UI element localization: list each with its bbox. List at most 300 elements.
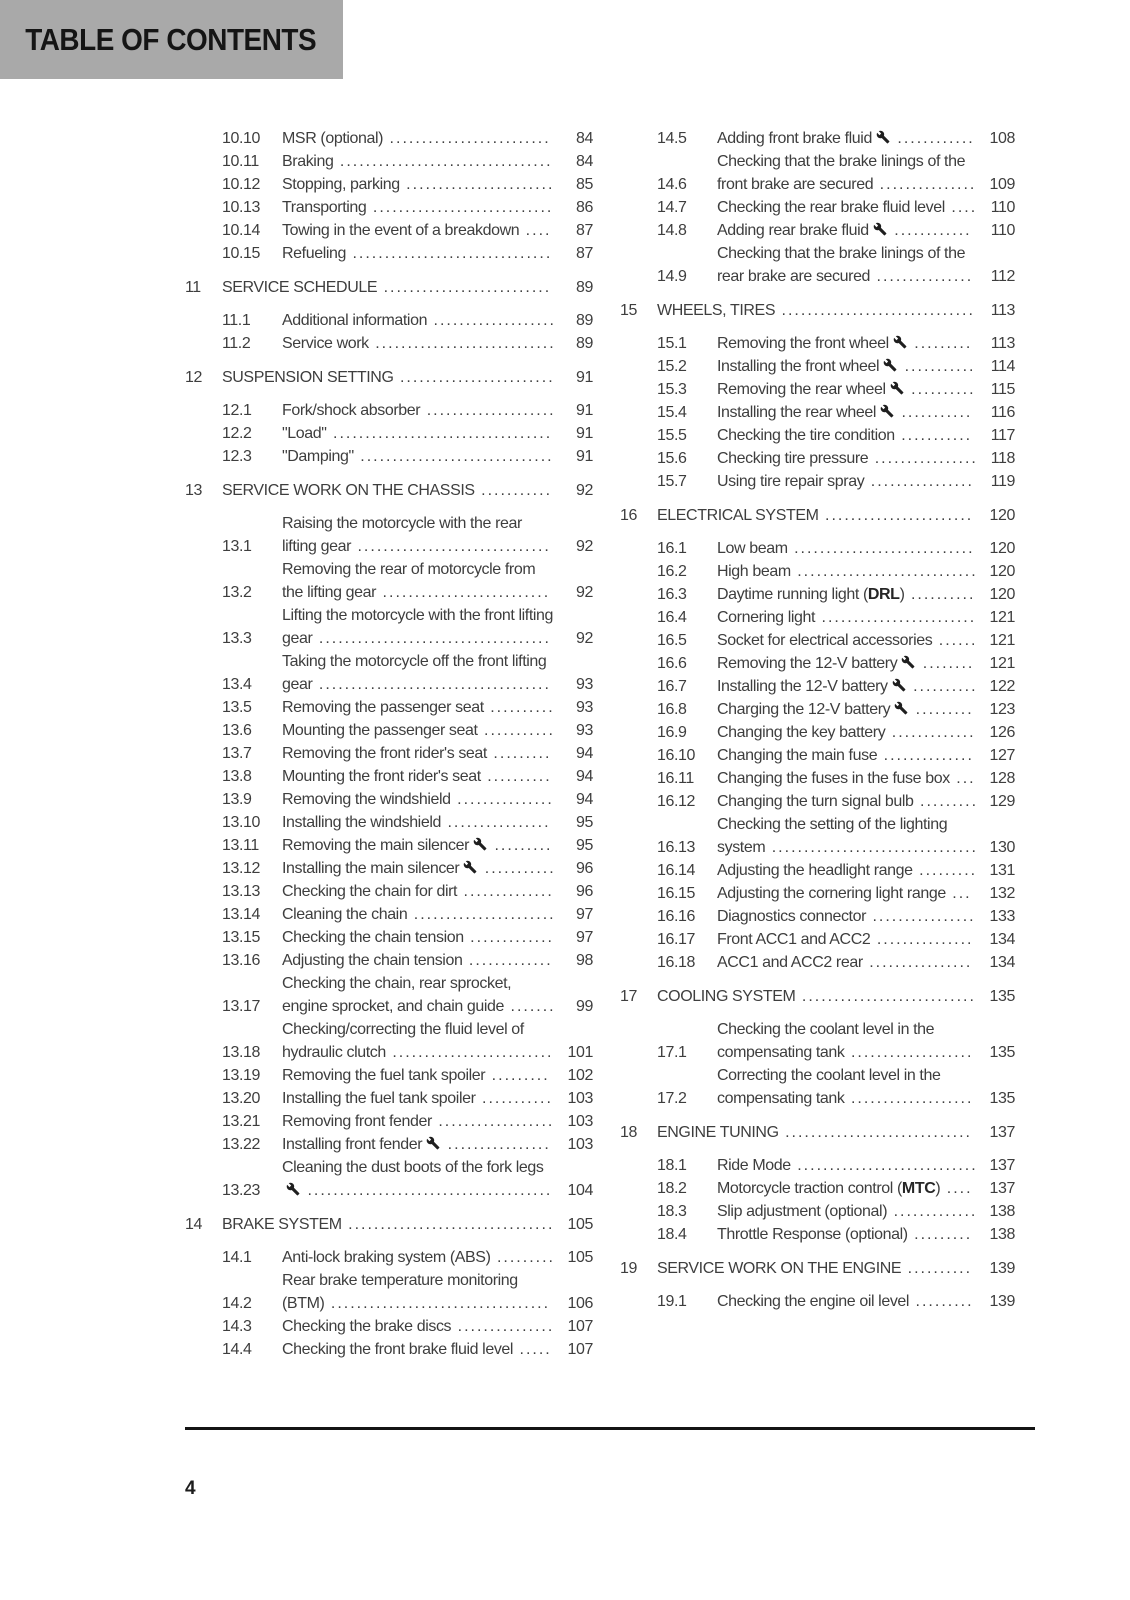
toc-entry-title: Mounting the front rider's seat .......... xyxy=(282,768,552,785)
toc-section-entry xyxy=(185,1133,593,1156)
toc-entry-page: 84 xyxy=(576,153,593,170)
dot-leader: .............................. xyxy=(351,538,551,555)
toc-entry-title: Removing the front wheel ......... xyxy=(717,335,973,352)
wrench-icon xyxy=(880,404,894,418)
wrench-icon xyxy=(901,655,915,669)
wrench-icon xyxy=(883,358,897,372)
dot-leader: ......................... xyxy=(383,130,551,147)
toc-entry-title: Checking tire pressure ................ xyxy=(717,450,978,467)
toc-section-entry xyxy=(620,470,1015,493)
toc-entry-page: 118 xyxy=(990,450,1015,467)
dot-leader: ........... xyxy=(477,722,555,739)
toc-entry-page: 95 xyxy=(576,837,593,854)
toc-section-entry xyxy=(620,537,1015,560)
toc-entry-number: 13.22 xyxy=(222,1136,261,1153)
toc-entry-title: Motorcycle traction control (MTC) .... xyxy=(717,1180,973,1197)
toc-entry-title: WHEELS, TIRES .............................. xyxy=(657,302,975,319)
toc-entry-title: Additional information ................... xyxy=(282,312,556,329)
toc-entry-number: 17.2 xyxy=(657,1090,687,1107)
toc-section-entry xyxy=(620,1223,1015,1246)
dot-leader: ............................ xyxy=(787,540,975,557)
toc-entry-page: 103 xyxy=(567,1090,593,1107)
toc-entry-page: 135 xyxy=(989,1090,1015,1107)
dot-leader: ........... xyxy=(474,482,553,499)
toc-entry-number: 13.13 xyxy=(222,883,261,900)
toc-entry-page: 139 xyxy=(989,1260,1015,1277)
toc-entry-title: Installing front fender ................ xyxy=(282,1136,551,1153)
toc-section-entry xyxy=(185,880,593,903)
toc-entry-page: 133 xyxy=(989,908,1015,925)
dot-leader: .............................. xyxy=(775,302,975,319)
toc-section-entry xyxy=(620,583,1015,606)
toc-entry-number: 13.17 xyxy=(222,998,261,1015)
dot-leader: ..... xyxy=(513,1341,552,1358)
toc-entry-number: 15.7 xyxy=(657,473,687,490)
toc-entry-number: 11 xyxy=(185,279,201,296)
toc-entry-title: Checking/correcting the fluid level of hydraulic clutch ......................... xyxy=(282,1021,554,1061)
toc-entry-number: 17 xyxy=(620,988,637,1005)
toc-section-entry xyxy=(185,219,593,242)
toc-entry-title: Installing the main silencer ........... xyxy=(282,860,556,877)
toc-entry-page: 91 xyxy=(576,402,593,419)
dot-leader: .......... xyxy=(904,381,976,398)
toc-entry-page: 139 xyxy=(989,1293,1015,1310)
dot-leader: ............... xyxy=(450,791,554,808)
dot-leader: .............. xyxy=(457,883,554,900)
toc-entry-number: 12.2 xyxy=(222,425,252,442)
dot-leader: ............. xyxy=(462,952,553,969)
toc-entry-title: Adjusting the cornering light range ... xyxy=(717,885,972,902)
toc-entry-page: 94 xyxy=(576,768,593,785)
toc-entry-page: 129 xyxy=(989,793,1015,810)
dot-leader: ................ xyxy=(441,1136,551,1153)
wrench-icon xyxy=(892,678,906,692)
dot-leader: .......... xyxy=(906,678,978,695)
toc-section-entry xyxy=(620,721,1015,744)
toc-section-entry xyxy=(620,905,1015,928)
toc-entry-page: 130 xyxy=(989,839,1015,856)
dot-leader: ......................... xyxy=(385,1044,554,1061)
toc-entry-number: 16.5 xyxy=(657,632,687,649)
toc-entry-title: Using tire repair spray ................ xyxy=(717,473,974,490)
wrench-icon xyxy=(286,1182,300,1196)
toc-entry-page: 113 xyxy=(990,302,1015,319)
toc-section-entry xyxy=(185,1110,593,1133)
dot-leader: ........... xyxy=(475,1090,553,1107)
toc-section-entry xyxy=(185,1315,593,1338)
dot-leader: ................ xyxy=(866,908,976,925)
toc-entry-title: Cornering light ........................ xyxy=(717,609,977,626)
toc-entry-number: 15.5 xyxy=(657,427,687,444)
toc-entry-number: 13.4 xyxy=(222,676,252,693)
dot-leader: .................................... xyxy=(312,630,551,647)
toc-entry-number: 13 xyxy=(185,482,202,499)
dot-leader: ............................ xyxy=(790,563,978,580)
toc-entry-number: 16.11 xyxy=(657,770,694,787)
toc-chapter-entry xyxy=(185,479,593,502)
toc-entry-page: 93 xyxy=(576,699,593,716)
toc-entry-page: 98 xyxy=(576,952,593,969)
toc-entry-title: Front ACC1 and ACC2 ............... xyxy=(717,931,974,948)
toc-entry-number: 13.8 xyxy=(222,768,252,785)
toc-entry-title: Adjusting the headlight range ......... xyxy=(717,862,978,879)
toc-section-entry xyxy=(620,606,1015,629)
toc-entry-title: Checking the engine oil level ......... xyxy=(717,1293,974,1310)
dot-leader: ............... xyxy=(870,931,974,948)
toc-section-entry xyxy=(620,790,1015,813)
toc-chapter-entry xyxy=(620,299,1015,322)
toc-entry-page: 138 xyxy=(989,1203,1015,1220)
toc-entry-title-bold: DRL xyxy=(867,586,900,603)
toc-entry-title: MSR (optional) ......................... xyxy=(282,130,551,147)
toc-entry-page: 137 xyxy=(989,1157,1015,1174)
toc-entry-title: Fork/shock absorber .................... xyxy=(282,402,556,419)
toc-entry-page: 113 xyxy=(990,335,1015,352)
toc-entry-page: 120 xyxy=(989,507,1015,524)
toc-entry-page: 92 xyxy=(576,538,593,555)
toc-section-entry xyxy=(620,882,1015,905)
dot-leader: ............... xyxy=(451,1318,555,1335)
toc-entry-page: 92 xyxy=(576,482,593,499)
toc-entry-number: 13.15 xyxy=(222,929,261,946)
toc-entry-title: Installing the rear wheel ........... xyxy=(717,404,973,421)
toc-entry-page: 110 xyxy=(990,199,1015,216)
toc-entry-number: 13.19 xyxy=(222,1067,261,1084)
toc-entry-title: SERVICE WORK ON THE ENGINE .......... xyxy=(657,1260,973,1277)
toc-entry-page: 87 xyxy=(576,245,593,262)
toc-entry-number: 19 xyxy=(620,1260,637,1277)
dot-leader: ...... xyxy=(932,632,978,649)
toc-entry-title: Ride Mode ............................ xyxy=(717,1157,978,1174)
toc-entry-title: Charging the 12-V battery ......... xyxy=(717,701,974,718)
toc-entry-title: Cleaning the chain ...................... xyxy=(282,906,556,923)
toc-entry-title: Socket for electrical accessories ...... xyxy=(717,632,978,649)
toc-entry-number: 13.23 xyxy=(222,1182,261,1199)
dot-leader: ....................... xyxy=(399,176,555,193)
toc-chapter-entry xyxy=(620,504,1015,527)
toc-entry-title: Checking the front brake fluid level ..... xyxy=(282,1341,552,1358)
toc-entry-number: 15 xyxy=(620,302,637,319)
wrench-icon xyxy=(893,335,907,349)
dot-leader: .............. xyxy=(877,747,974,764)
toc-section-entry xyxy=(185,1018,593,1064)
toc-section-entry xyxy=(620,629,1015,652)
toc-entry-number: 13.7 xyxy=(222,745,252,762)
toc-entry-title: "Damping" .............................. xyxy=(282,448,554,465)
toc-section-entry xyxy=(185,926,593,949)
toc-entry-number: 16.6 xyxy=(657,655,687,672)
toc-section-entry xyxy=(185,150,593,173)
toc-entry-page: 135 xyxy=(989,988,1015,1005)
dot-leader: ............................ xyxy=(790,1157,978,1174)
toc-entry-number: 14.9 xyxy=(657,268,687,285)
toc-entry-number: 18.4 xyxy=(657,1226,687,1243)
toc-entry-title: Service work ............................ xyxy=(282,335,556,352)
toc-section-entry xyxy=(185,788,593,811)
toc-entry-title: Taking the motorcycle off the front lifting gear .................................... xyxy=(282,653,551,693)
dot-leader: ........................... xyxy=(795,988,976,1005)
toc-entry-number: 16.2 xyxy=(657,563,687,580)
toc-entry-number: 18 xyxy=(620,1124,637,1141)
toc-entry-title: Checking the chain tension ............. xyxy=(282,929,554,946)
toc-entry-number: 12 xyxy=(185,369,202,386)
dot-leader: ......... xyxy=(907,335,973,352)
dot-leader: ................... xyxy=(427,312,556,329)
toc-entry-page: 110 xyxy=(990,222,1015,239)
toc-entry-title: Lifting the motorcycle with the front lifting gear .................................... xyxy=(282,607,554,647)
dot-leader: ................ xyxy=(441,814,551,831)
toc-entry-page: 127 xyxy=(989,747,1015,764)
toc-section-entry xyxy=(620,219,1015,242)
toc-entry-number: 18.2 xyxy=(657,1180,687,1197)
toc-section-entry xyxy=(620,951,1015,974)
toc-entry-page: 91 xyxy=(576,448,593,465)
toc-entry-number: 16.12 xyxy=(657,793,696,810)
toc-entry-page: 89 xyxy=(576,312,593,329)
toc-entry-title: Changing the fuses in the fuse box ... xyxy=(717,770,976,787)
dot-leader: ............................ xyxy=(368,335,556,352)
toc-entry-page: 137 xyxy=(989,1180,1015,1197)
toc-entry-number: 13.6 xyxy=(222,722,252,739)
dot-leader: ......... xyxy=(490,1249,555,1266)
dot-leader: ................................ xyxy=(765,839,978,856)
toc-entry-page: 137 xyxy=(989,1124,1015,1141)
toc-entry-title: Cleaning the dust boots of the fork legs ...................................... xyxy=(282,1159,553,1199)
toc-entry-title: Checking the chain, rear sprocket, engine sprocket, and chain guide ....... xyxy=(282,975,556,1015)
toc-entry-title-bold: MTC xyxy=(901,1180,936,1197)
page-title: TABLE OF CONTENTS xyxy=(25,21,317,57)
toc-section-entry xyxy=(185,196,593,219)
toc-entry-title: BRAKE SYSTEM ................................ xyxy=(222,1216,555,1233)
toc-entry-page: 97 xyxy=(576,906,593,923)
toc-entry-title: Anti-lock braking system (ABS) ......... xyxy=(282,1249,555,1266)
page-number: 4 xyxy=(185,1478,196,1499)
toc-entry-number: 10.10 xyxy=(222,130,261,147)
toc-entry-number: 14.4 xyxy=(222,1341,252,1358)
toc-entry-title: Installing the windshield ................ xyxy=(282,814,551,831)
toc-entry-number: 13.3 xyxy=(222,630,252,647)
dot-leader: ... xyxy=(945,885,972,902)
dot-leader: ......... xyxy=(912,862,978,879)
toc-entry-page: 106 xyxy=(567,1295,593,1312)
toc-section-entry xyxy=(185,742,593,765)
toc-section-entry xyxy=(185,558,593,604)
dot-leader: ......... xyxy=(486,745,552,762)
toc-entry-page: 94 xyxy=(576,745,593,762)
toc-entry-number: 15.4 xyxy=(657,404,687,421)
toc-entry-number: 16.10 xyxy=(657,747,696,764)
toc-entry-page: 117 xyxy=(990,427,1015,444)
toc-entry-number: 10.15 xyxy=(222,245,261,262)
toc-entry-title: Checking the rear brake fluid level .... xyxy=(717,199,978,216)
toc-entry-number: 16.13 xyxy=(657,839,696,856)
dot-leader: ................................. xyxy=(333,153,553,170)
toc-entry-page: 109 xyxy=(989,176,1015,193)
toc-section-entry xyxy=(185,765,593,788)
toc-entry-number: 15.3 xyxy=(657,381,687,398)
dot-leader: .................. xyxy=(431,1113,555,1130)
toc-entry-page: 134 xyxy=(989,954,1015,971)
toc-section-entry xyxy=(185,604,593,650)
toc-entry-title: Correcting the coolant level in the compensating tank ................... xyxy=(717,1067,974,1107)
toc-entry-number: 13.5 xyxy=(222,699,252,716)
toc-entry-page: 93 xyxy=(576,722,593,739)
toc-column-left xyxy=(185,127,593,1361)
toc-entry-page: 87 xyxy=(576,222,593,239)
toc-entry-number: 13.12 xyxy=(222,860,261,877)
toc-entry-title: Removing the rear of motorcycle from the lifting gear .......................... xyxy=(282,561,551,601)
toc-entry-title: Throttle Response (optional) ......... xyxy=(717,1226,973,1243)
toc-entry-number: 13.9 xyxy=(222,791,252,808)
toc-section-entry xyxy=(185,972,593,1018)
toc-entry-title: Removing the 12-V battery ........ xyxy=(717,655,975,672)
toc-entry-number: 14.8 xyxy=(657,222,687,239)
toc-chapter-entry xyxy=(185,366,593,389)
toc-entry-number: 16.17 xyxy=(657,931,696,948)
toc-entry-page: 86 xyxy=(576,199,593,216)
toc-entry-title: Refueling ............................... xyxy=(282,245,553,262)
dot-leader: ........ xyxy=(916,655,975,672)
toc-entry-title: Mounting the passenger seat ........... xyxy=(282,722,555,739)
toc-entry-page: 107 xyxy=(567,1318,593,1335)
toc-entry-number: 13.1 xyxy=(222,538,252,555)
toc-entry-number: 13.2 xyxy=(222,584,252,601)
toc-entry-page: 128 xyxy=(989,770,1015,787)
dot-leader: ......... xyxy=(485,1067,550,1084)
toc-section-entry xyxy=(185,309,593,332)
toc-entry-page: 121 xyxy=(989,655,1015,672)
toc-entry-title: Low beam ............................ xyxy=(717,540,975,557)
dot-leader: ............................ xyxy=(366,199,554,216)
toc-entry-page: 131 xyxy=(989,862,1015,879)
toc-section-entry xyxy=(620,1064,1015,1110)
dot-leader: ....................... xyxy=(818,507,974,524)
toc-entry-title: Checking the tire condition ........... xyxy=(717,427,973,444)
toc-entry-title: Checking the chain for dirt .............. xyxy=(282,883,554,900)
toc-entry-number: 14.2 xyxy=(222,1295,252,1312)
dot-leader: ................ xyxy=(864,473,974,490)
toc-entry-number: 18.3 xyxy=(657,1203,687,1220)
toc-entry-number: 10.13 xyxy=(222,199,261,216)
dot-leader: ............ xyxy=(887,222,972,239)
toc-entry-page: 120 xyxy=(989,563,1015,580)
toc-section-entry xyxy=(620,332,1015,355)
dot-leader: ............................... xyxy=(346,245,553,262)
toc-section-entry xyxy=(620,1290,1015,1313)
toc-entry-number: 16.3 xyxy=(657,586,687,603)
toc-section-entry xyxy=(185,811,593,834)
toc-entry-page: 102 xyxy=(567,1067,593,1084)
toc-entry-page: 120 xyxy=(989,540,1015,557)
toc-entry-title: Adding rear brake fluid ............ xyxy=(717,222,972,239)
toc-section-entry xyxy=(185,332,593,355)
toc-entry-number: 15.1 xyxy=(657,335,687,352)
toc-section-entry xyxy=(620,447,1015,470)
wrench-icon xyxy=(894,701,908,715)
dot-leader: ...................................... xyxy=(301,1182,553,1199)
toc-entry-number: 10.12 xyxy=(222,176,261,193)
toc-entry-page: 121 xyxy=(989,609,1015,626)
dot-leader: ............. xyxy=(463,929,554,946)
wrench-icon xyxy=(463,860,477,874)
toc-entry-title: ELECTRICAL SYSTEM ....................... xyxy=(657,507,974,524)
toc-entry-page: 89 xyxy=(576,279,593,296)
toc-section-entry xyxy=(620,859,1015,882)
toc-section-entry xyxy=(185,834,593,857)
toc-entry-title: Changing the turn signal bulb ......... xyxy=(717,793,979,810)
toc-entry-title: Raising the motorcycle with the rear lifting gear .............................. xyxy=(282,515,551,555)
toc-entry-title: Adjusting the chain tension ............. xyxy=(282,952,553,969)
dot-leader: .... xyxy=(940,1180,973,1197)
toc-entry-title: Rear brake temperature monitoring (BTM) .................................. xyxy=(282,1272,551,1312)
toc-entry-title: Removing the passenger seat .......... xyxy=(282,699,555,716)
toc-entry-title: SERVICE WORK ON THE CHASSIS ........... xyxy=(222,482,553,499)
toc-entry-title: "Load" .................................. xyxy=(282,425,553,442)
toc-section-entry xyxy=(620,1018,1015,1064)
toc-entry-title: High beam ............................ xyxy=(717,563,978,580)
dot-leader: ................... xyxy=(844,1044,974,1061)
toc-entry-page: 123 xyxy=(989,701,1015,718)
dot-leader: ......... xyxy=(909,701,974,718)
toc-entry-page: 94 xyxy=(576,791,593,808)
dot-leader: ...................... xyxy=(407,906,556,923)
toc-entry-page: 99 xyxy=(576,998,593,1015)
dot-leader: .................... xyxy=(420,402,556,419)
dot-leader: .............................. xyxy=(353,448,554,465)
toc-entry-title: Adding front brake fluid ............ xyxy=(717,130,975,147)
toc-entry-title: Installing the 12-V battery .......... xyxy=(717,678,978,695)
toc-entry-page: 89 xyxy=(576,335,593,352)
toc-entry-number: 13.14 xyxy=(222,906,261,923)
dot-leader: ......... xyxy=(909,1293,974,1310)
toc-section-entry xyxy=(620,196,1015,219)
toc-entry-page: 92 xyxy=(576,584,593,601)
toc-section-entry xyxy=(620,1177,1015,1200)
toc-entry-title: ENGINE TUNING ............................. xyxy=(657,1124,972,1141)
dot-leader: .......... xyxy=(480,768,552,785)
toc-entry-page: 97 xyxy=(576,929,593,946)
dot-leader: ........... xyxy=(898,358,976,375)
toc-entry-number: 18.1 xyxy=(657,1157,687,1174)
toc-section-entry xyxy=(620,424,1015,447)
toc-entry-title: Transporting ............................ xyxy=(282,199,554,216)
toc-entry-title: Daytime running light (DRL) .......... xyxy=(717,586,976,603)
toc-entry-number: 12.3 xyxy=(222,448,252,465)
dot-leader: ........................ xyxy=(393,369,555,386)
toc-entry-title: Installing the front wheel ........... xyxy=(717,358,976,375)
toc-entry-page: 84 xyxy=(576,130,593,147)
dot-leader: ................................ xyxy=(341,1216,555,1233)
toc-entry-number: 14.1 xyxy=(222,1249,252,1266)
toc-section-entry xyxy=(620,1154,1015,1177)
toc-section-entry xyxy=(185,696,593,719)
toc-entry-page: 96 xyxy=(576,860,593,877)
toc-section-entry xyxy=(620,242,1015,288)
toc-section-entry xyxy=(620,698,1015,721)
wrench-icon xyxy=(876,130,890,144)
toc-section-entry xyxy=(620,928,1015,951)
toc-entry-page: 119 xyxy=(990,473,1015,490)
toc-section-entry xyxy=(185,399,593,422)
toc-entry-title: Checking the brake discs ............... xyxy=(282,1318,555,1335)
toc-chapter-entry xyxy=(620,985,1015,1008)
toc-entry-number: 13.20 xyxy=(222,1090,261,1107)
toc-entry-page: 126 xyxy=(989,724,1015,741)
toc-entry-title: Towing in the event of a breakdown .... xyxy=(282,222,552,239)
toc-entry-number: 16.7 xyxy=(657,678,687,695)
toc-entry-number: 14.3 xyxy=(222,1318,252,1335)
toc-entry-number: 14.6 xyxy=(657,176,687,193)
